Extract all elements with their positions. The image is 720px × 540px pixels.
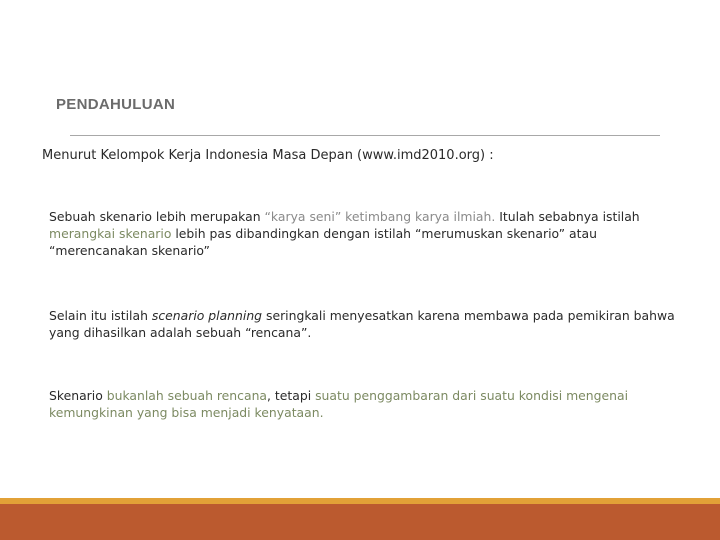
bottom-band-stripe	[0, 498, 720, 504]
p3-text-c: , tetapi	[267, 388, 316, 403]
p3-text-d: suatu penggambaran dari suatu kondisi mengenai kemungkinan yang bisa menjadi kenyataan.	[49, 388, 629, 420]
slide-title: PENDAHULUAN	[56, 96, 176, 113]
p1-text-e: lebih pas dibandingkan dengan istilah “merumuskan skenario” atau “merencanakan skenario”	[49, 226, 597, 258]
p3-text-b: bukanlah sebuah rencana	[106, 388, 268, 403]
paragraph-1	[49, 208, 689, 259]
p1-text-c: Itulah sebabnya istilah	[495, 209, 640, 224]
paragraph-3	[49, 387, 689, 421]
p2-text-b: scenario planning	[151, 308, 263, 323]
p1-text-a: Sebuah skenario lebih merupakan	[49, 209, 265, 224]
title-divider	[70, 135, 660, 136]
p1-text-b: “karya seni” ketimbang karya ilmiah.	[264, 209, 496, 224]
p2-text-c: seringkali menyesatkan karena membawa pada pemikiran bahwa yang dihasilkan adalah sebuah “rencana”.	[49, 308, 675, 340]
paragraph-2	[49, 307, 689, 341]
p3-text-a: Skenario	[49, 388, 107, 403]
intro-text: Menurut Kelompok Kerja Indonesia Masa Depan (www.imd2010.org) :	[42, 148, 494, 163]
p1-text-d: merangkai skenario	[49, 226, 172, 241]
p2-text-a: Selain itu istilah	[49, 308, 152, 323]
bottom-band	[0, 498, 720, 540]
